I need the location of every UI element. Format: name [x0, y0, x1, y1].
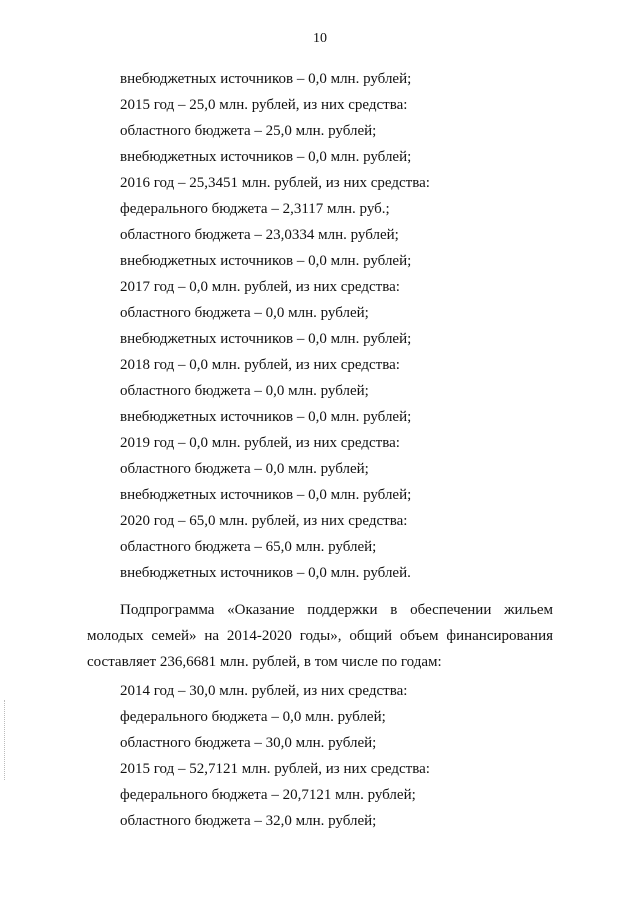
scan-artifact: [4, 700, 7, 780]
funding-line: 2019 год – 0,0 млн. рублей, из них средства:: [120, 435, 400, 451]
funding-line: областного бюджета – 0,0 млн. рублей;: [120, 305, 369, 321]
funding-line: 2015 год – 25,0 млн. рублей, из них средства:: [120, 97, 408, 113]
funding-line: 2015 год – 52,7121 млн. рублей, из них средства:: [120, 761, 430, 777]
funding-line: 2016 год – 25,3451 млн. рублей, из них средства:: [120, 175, 430, 191]
funding-line: 2020 год – 65,0 млн. рублей, из них средства:: [120, 513, 408, 529]
funding-line: областного бюджета – 0,0 млн. рублей;: [120, 461, 369, 477]
funding-line: 2017 год – 0,0 млн. рублей, из них средства:: [120, 279, 400, 295]
funding-line: внебюджетных источников – 0,0 млн. рублей;: [120, 253, 412, 269]
funding-list-continued: [120, 66, 430, 586]
funding-line: внебюджетных источников – 0,0 млн. рублей;: [120, 71, 412, 87]
funding-line: внебюджетных источников – 0,0 млн. рублей;: [120, 331, 412, 347]
page-number: 10: [313, 31, 327, 46]
funding-line: областного бюджета – 25,0 млн. рублей;: [120, 123, 377, 139]
paragraph-line: молодых семей» на 2014-2020 годы», общий объем финансирования: [87, 628, 553, 644]
paragraph-line: составляет 236,6681 млн. рублей, в том числе по годам:: [87, 654, 442, 670]
funding-line: федерального бюджета – 2,3117 млн. руб.;: [120, 201, 390, 217]
paragraph-line: Подпрограмма «Оказание поддержки в обеспечении жильем: [120, 602, 553, 618]
funding-line: внебюджетных источников – 0,0 млн. рублей;: [120, 487, 412, 503]
funding-line: 2018 год – 0,0 млн. рублей, из них средства:: [120, 357, 400, 373]
funding-line: федерального бюджета – 0,0 млн. рублей;: [120, 709, 386, 725]
funding-line: внебюджетных источников – 0,0 млн. рублей;: [120, 409, 412, 425]
funding-line: областного бюджета – 0,0 млн. рублей;: [120, 383, 369, 399]
subprogram-funding-list: [120, 678, 430, 834]
funding-line: областного бюджета – 32,0 млн. рублей;: [120, 813, 377, 829]
subprogram-paragraph: [87, 597, 553, 675]
funding-line: областного бюджета – 30,0 млн. рублей;: [120, 735, 377, 751]
funding-line: внебюджетных источников – 0,0 млн. рублей;: [120, 149, 412, 165]
funding-line: федерального бюджета – 20,7121 млн. рублей;: [120, 787, 416, 803]
funding-line: внебюджетных источников – 0,0 млн. рублей.: [120, 565, 411, 581]
funding-line: областного бюджета – 23,0334 млн. рублей;: [120, 227, 399, 243]
funding-line: 2014 год – 30,0 млн. рублей, из них средства:: [120, 683, 408, 699]
funding-line: областного бюджета – 65,0 млн. рублей;: [120, 539, 377, 555]
